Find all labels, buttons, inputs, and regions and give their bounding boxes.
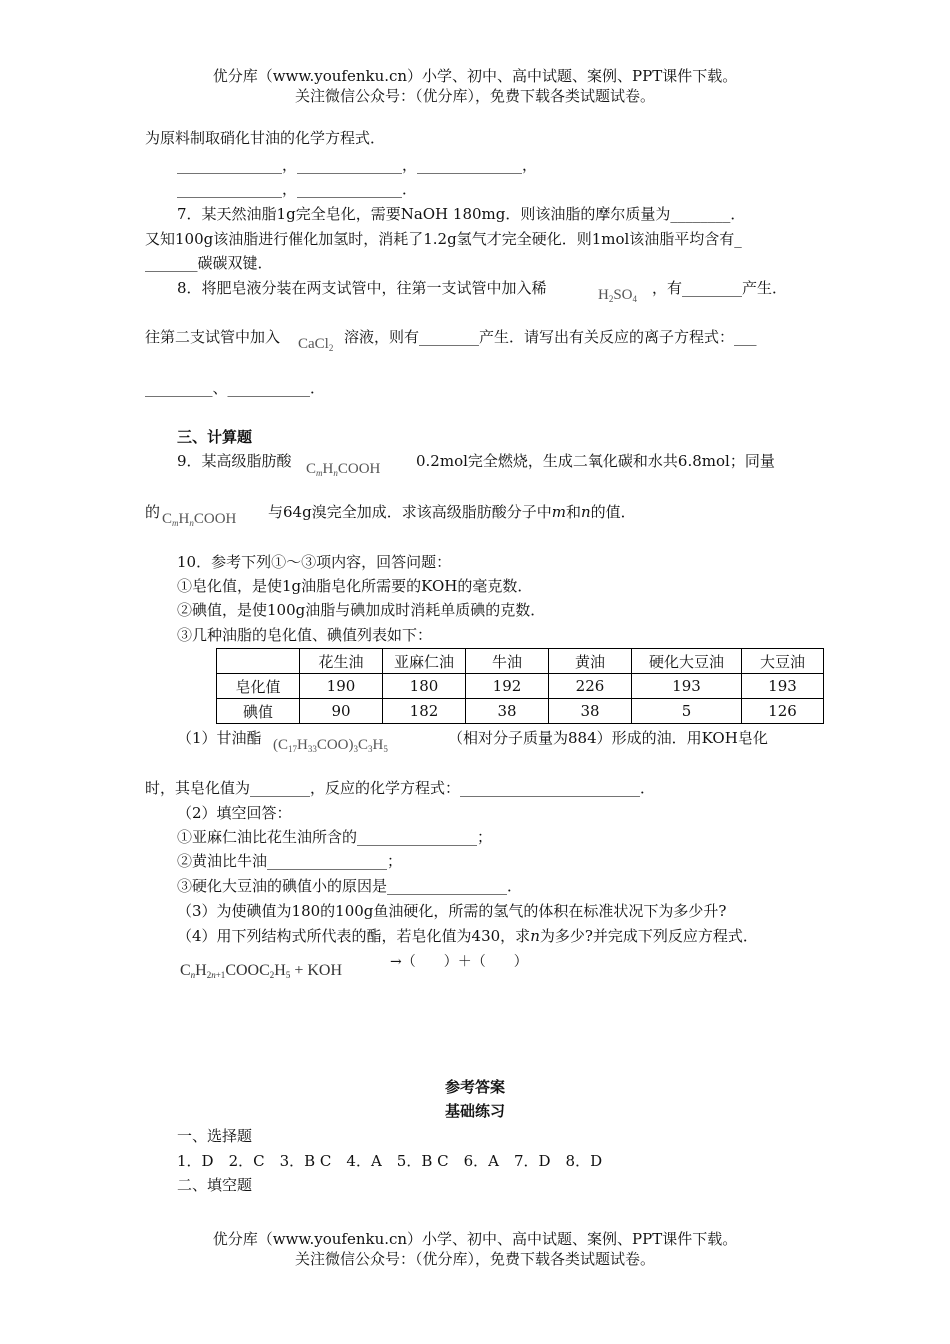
table-row [217, 699, 824, 724]
q8-line-3: _________、___________． [145, 379, 326, 397]
q10-equation-formula: $C_nH_{2n+1}COOC_2H_5$ + KOH [180, 962, 343, 980]
answers-choices: 1．D 2．C 3．B C 4．A 5．B C 6．A 7．D 8．D [177, 1152, 603, 1170]
table-cell: 126 [742, 699, 824, 724]
q7-line-1: 7．某天然油脂1g完全皂化，需要NaOH 180mg．则该油脂的摩尔质量为________． [177, 205, 746, 223]
q10-p1a: （1）甘油酯 [177, 729, 262, 747]
q7-line-3: _______碳碳双键． [145, 254, 273, 272]
q9-var-m: m [551, 503, 566, 521]
q10-item-1: ①皂化值，是使1g油脂皂化所需要的KOH的毫克数． [177, 577, 533, 595]
q10-p2-3: ③硬化大豆油的碘值小的原因是________________． [177, 877, 523, 895]
q10-p2: （2）填空回答： [177, 804, 292, 822]
header-line-1: 优分库（www.youfenku.cn）小学、初中、高中试题、案例、PPT课件下载。 [212, 67, 738, 85]
q10-p1-formula: $(C_{17}H_{33}COO)_3C_3H_5$ [273, 737, 388, 754]
table-header-cell [217, 649, 300, 674]
q6-blanks-1: ______________，______________，______________， [177, 156, 538, 174]
q10-intro: 10．参考下列①～③项内容，回答问题： [177, 553, 452, 571]
answers-section-1: 一、选择题 [177, 1127, 253, 1145]
answers-subtitle: 基础练习 [444, 1102, 505, 1120]
q8-line-1a: 8．将肥皂液分装在两支试管中，往第一支试管中加入稀 [177, 279, 547, 297]
header-line-2: 关注微信公众号：（优分库），免费下载各类试题试卷。 [294, 87, 655, 105]
q10-item-3: ③几种油脂的皂化值、碘值列表如下： [177, 626, 433, 644]
table-cell: 193 [742, 674, 824, 699]
q10-equation-tail: →（ ）＋（ ） [390, 954, 528, 970]
table-cell: 38 [549, 699, 632, 724]
footer-line-2: 关注微信公众号：（优分库），免费下载各类试题试卷。 [294, 1250, 655, 1268]
table-cell: 182 [383, 699, 466, 724]
q6-text: 为原料制取硝化甘油的化学方程式． [145, 129, 386, 147]
q8-formula-cacl2: CaCl$_2$ [298, 336, 334, 353]
table-header-row [217, 649, 824, 674]
table-header-cell: 亚麻仁油 [383, 649, 466, 674]
q7-line-2: 又知100g该油脂进行催化加氢时，消耗了1.2g氢气才完全硬化．则1mol该油脂平均含有_ [145, 230, 742, 248]
q10-item-2: ②碘值，是使100g油脂与碘加成时消耗单质碘的克数． [177, 601, 546, 619]
q10-p2-1: ①亚麻仁油比花生油所含的________________； [177, 828, 493, 846]
q10-p4b: 为多少?并完成下列反应方程式． [539, 927, 758, 945]
table-header-cell: 大豆油 [742, 649, 824, 674]
table-cell: 38 [466, 699, 549, 724]
q10-p1b: （相对分子质量为884）形成的油．用KOH皂化 [448, 729, 768, 747]
table-cell: 192 [466, 674, 549, 699]
table-header-cell: 花生油 [300, 649, 383, 674]
q9-formula-1: $C_mH_nCOOH$ [306, 461, 381, 478]
q9-line-1a: 9．某高级脂肪酸 [177, 452, 292, 470]
table-row [217, 674, 824, 699]
q6-blanks-2: ______________，______________． [177, 180, 418, 198]
answers-section-2: 二、填空题 [177, 1176, 253, 1194]
section-3-title: 三、计算题 [177, 428, 253, 446]
table-cell: 190 [300, 674, 383, 699]
q8-formula-h2so4: $H_2SO_4$ [598, 287, 638, 304]
q10-p4-var: n [530, 927, 540, 945]
q10-p4 [177, 926, 758, 946]
q10-p2-2: ②黄油比牛油________________； [177, 852, 403, 870]
q9-var-n: n [580, 503, 591, 521]
footer-line-1: 优分库（www.youfenku.cn）小学、初中、高中试题、案例、PPT课件下载。 [212, 1230, 738, 1248]
q8-line-2b: 溶液，则有________产生．请写出有关反应的离子方程式：___ [344, 328, 757, 346]
table-cell: 碘值 [217, 699, 300, 724]
table-header-cell: 黄油 [549, 649, 632, 674]
q10-p3: （3）为使碘值为180的100g鱼油硬化，所需的氢气的体积在标准状况下为多少升? [177, 902, 727, 920]
table-cell: 226 [549, 674, 632, 699]
table-header-cell: 牛油 [466, 649, 549, 674]
q9-line-2c: 的值． [590, 503, 636, 521]
q8-line-2a: 往第二支试管中加入 [145, 328, 281, 346]
q9-line-2b-text: 与64g溴完全加成．求该高级脂肪酸分子中 [268, 503, 552, 521]
table-cell: 皂化值 [217, 674, 300, 699]
oil-values-table [216, 648, 824, 724]
q9-and: 和 [565, 503, 581, 521]
q9-line-2b [268, 502, 636, 522]
q10-p4a: （4）用下列结构式所代表的酯，若皂化值为430，求 [177, 927, 531, 945]
table-cell: 180 [383, 674, 466, 699]
q9-line-2a: 的 [145, 503, 161, 521]
table-cell: 90 [300, 699, 383, 724]
table-header-cell: 硬化大豆油 [632, 649, 742, 674]
answers-title: 参考答案 [444, 1078, 505, 1096]
table-cell: 5 [632, 699, 742, 724]
q9-line-1b: 0.2mol完全燃烧，生成二氧化碳和水共6.8mol；同量 [416, 452, 775, 470]
q8-line-1b: ，有________产生． [652, 279, 788, 297]
q10-p1c: 时，其皂化值为________，反应的化学方程式：________________________． [145, 779, 656, 797]
table-cell: 193 [632, 674, 742, 699]
q9-formula-2: $C_mH_nCOOH$ [162, 511, 237, 528]
